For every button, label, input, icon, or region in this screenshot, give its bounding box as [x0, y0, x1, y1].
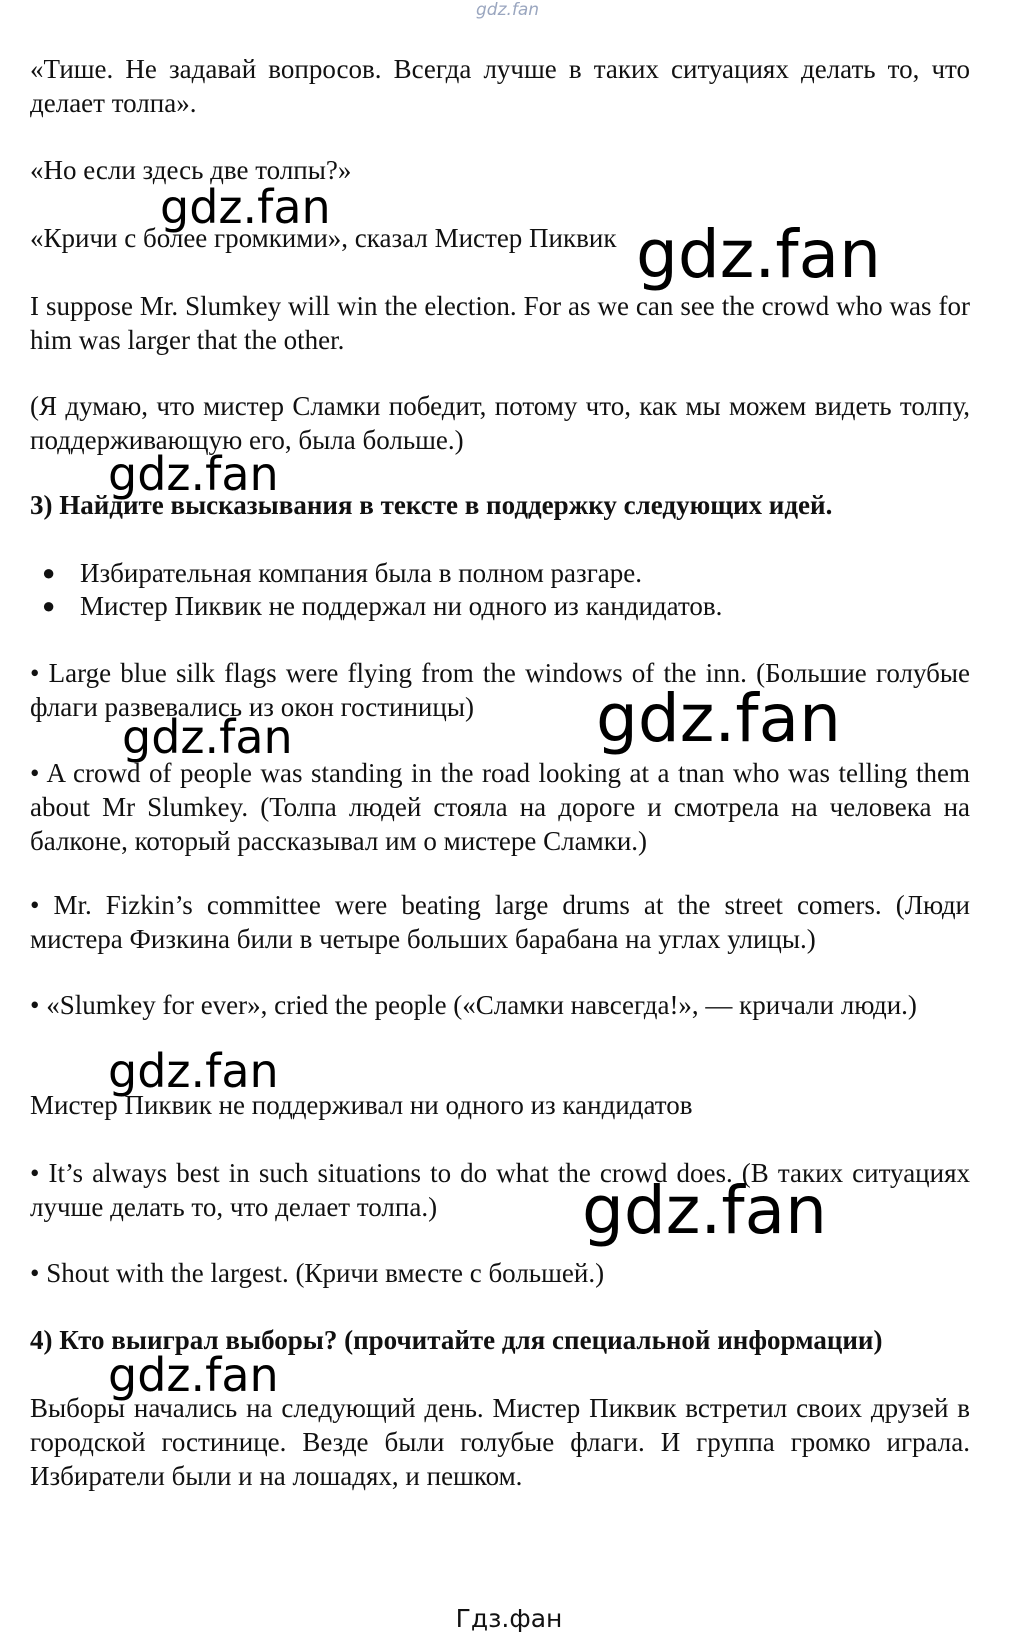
quote-flags: • Large blue silk flags were flying from the windows of the inn. (Большие голубые флаги развевались из окон гостиницы) [30, 658, 970, 722]
footer-watermark: Гдз.фан [455, 1604, 563, 1633]
watermark: gdz.fan [582, 1172, 827, 1249]
paragraph-russian-answer: (Я думаю, что мистер Сламки победит, потому что, как мы можем видеть толпу, поддерживающую его, была больше.) [30, 391, 970, 455]
paragraph-two-crowds: «Но если здесь две толпы?» [30, 155, 352, 185]
watermark: gdz.fan [108, 447, 279, 501]
watermark: gdz.fan [122, 710, 293, 764]
bullet-icon: ● [42, 560, 56, 585]
paragraph-shout-louder: «Кричи с более громкими», сказал Мистер Пиквик [30, 223, 617, 253]
watermark: gdz.fan [108, 1044, 279, 1098]
section4-answer: Выборы начались на следующий день. Мистер Пиквик встретил своих друзей в городской гостинице. Везде были голубые флаги. И группа громко играла. Избиратели были и на лошадях, и пешком. [30, 1393, 970, 1491]
quote-slumkey-forever: • «Slumkey for ever», cried the people («Сламки навсегда!», — кричали люди.) [30, 990, 917, 1020]
quote-drums: • Mr. Fizkin’s committee were beating large drums at the street comers. (Люди мистера Физкина били в четыре больших барабана на углах улицы.) [30, 890, 970, 954]
section4-heading: 4) Кто выиграл выборы? (прочитайте для специальной информации) [30, 1325, 883, 1355]
bullet-icon: ● [42, 593, 56, 618]
watermark: gdz.fan [596, 680, 841, 757]
watermark: gdz.fan [160, 180, 331, 234]
quote-shout-largest: • Shout with the largest. (Кричи вместе с большей.) [30, 1258, 605, 1288]
subheading-no-support: Мистер Пиквик не поддерживал ни одного из кандидатов [30, 1090, 693, 1120]
paragraph-english-answer: I suppose Mr. Slumkey will win the election. For as we can see the crowd who was for him was larger that the other. [30, 291, 970, 355]
section3-heading: 3) Найдите высказывания в тексте в поддержку следующих идей. [30, 490, 833, 520]
watermark: gdz.fan [108, 1348, 279, 1402]
list-item-text: Мистер Пиквик не поддержал ни одного из кандидатов. [80, 591, 723, 621]
list-item-text: Избирательная компания была в полном разгаре. [80, 558, 642, 588]
paragraph-hush: «Тише. Не задавай вопросов. Всегда лучше в таких ситуациях делать то, что делает толпа». [30, 54, 970, 118]
header-watermark: gdz.fan [476, 0, 540, 20]
quote-crowd: • A crowd of people was standing in the road looking at a tnan who was telling them about Mr Slumkey. (Толпа людей стояла на дороге и смотрела на человека на балконе, который рассказывал им о мистере Сламки.) [30, 758, 970, 856]
quote-always-best: • It’s always best in such situations to do what the crowd does. (В таких ситуациях лучше делать то, что делает толпа.) [30, 1158, 970, 1222]
watermark: gdz.fan [636, 216, 881, 293]
